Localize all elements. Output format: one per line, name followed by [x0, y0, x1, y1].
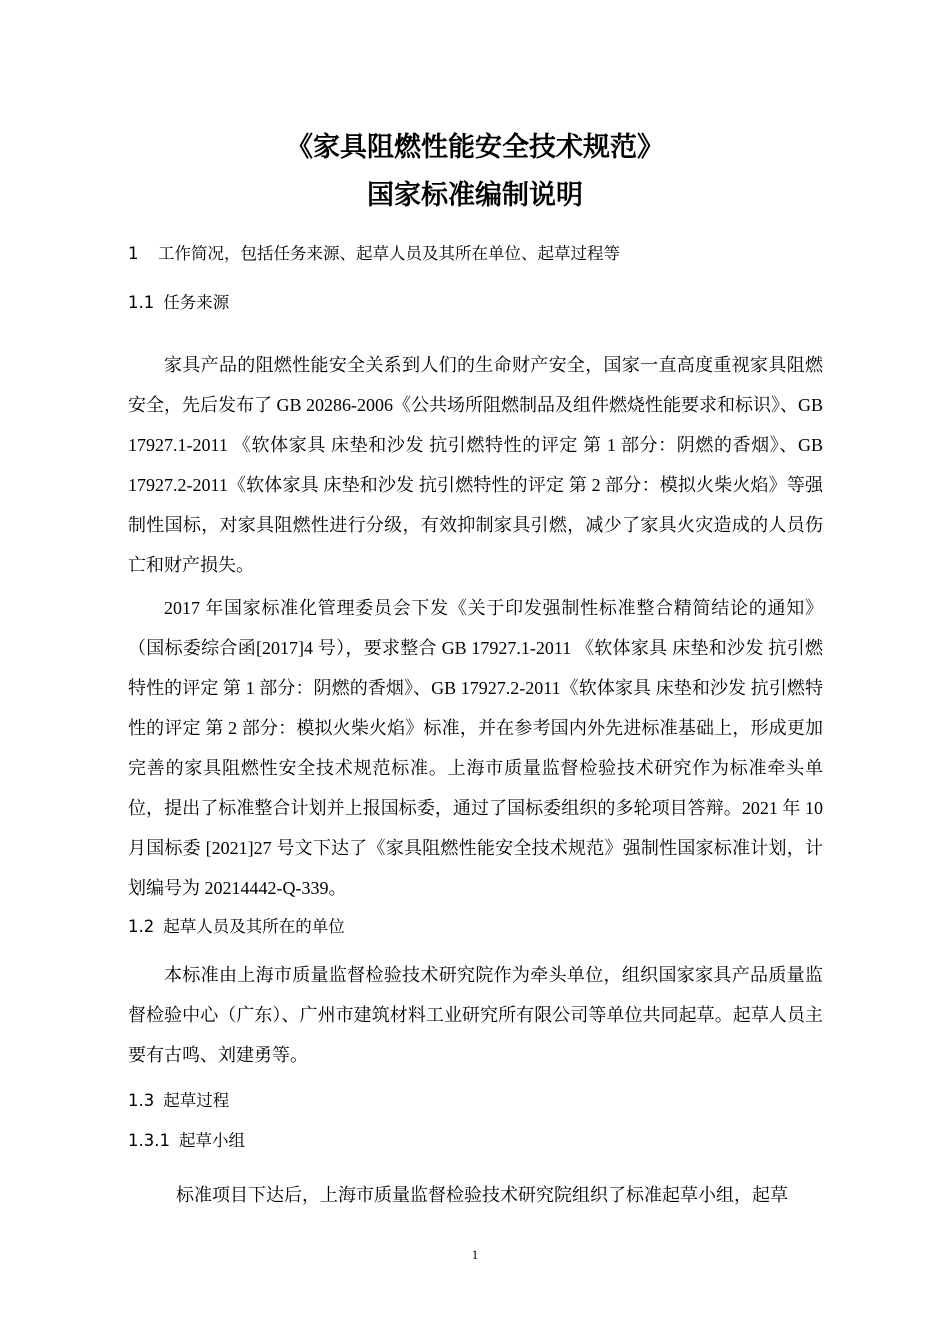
section-1-heading: [128, 242, 620, 266]
section-1-2-heading: [128, 915, 345, 939]
document-title-line2: 国家标准编制说明: [367, 180, 583, 211]
paragraph-task-source-1: 家具产品的阻燃性能安全关系到人们的生命财产安全，国家一直高度重视家具阻燃安全，先后发布了 GB 20286-2006《公共场所阻燃制品及组件燃烧性能要求和标识》、GB 17927.1-2011 《软体家具 床垫和沙发 抗引燃特性的评定 第 1 部分：阴燃的香烟》、GB 17927.2-2011《软体家具 床垫和沙发 抗引燃特性的评定 第 2 部分：模拟火柴火焰》等强制性国标，对家具阻燃性进行分级，有效抑制家具引燃，减少了家具火灾造成的人员伤亡和财产损失。: [128, 355, 824, 575]
section-1-1-number: 1.1: [128, 293, 155, 312]
section-1-3-heading: [128, 1089, 229, 1113]
section-1-1-title: 任务来源: [163, 293, 230, 312]
section-1-3-number: 1.3: [128, 1091, 155, 1110]
section-1-3-1-heading: [128, 1129, 245, 1153]
paragraph-drafters: 本标准由上海市质量监督检验技术研究院作为牵头单位，组织国家家具产品质量监督检验中心（广东）、广州市建筑材料工业研究所有限公司等单位共同起草。起草人员主要有古鸣、刘建勇等。: [128, 965, 823, 1065]
page-number: 1: [471, 1247, 479, 1262]
section-1-1-heading: [128, 291, 229, 315]
paragraph-task-source-2: 2017 年国家标准化管理委员会下发《关于印发强制性标准整合精简结论的通知》（国标委综合函[2017]4 号），要求整合 GB 17927.1-2011 《软体家具 床垫和沙发 抗引燃特性的评定 第 1 部分：阴燃的香烟》、GB 17927.2-2011《软体家具 床垫和沙发 抗引燃特性的评定 第 2 部分：模拟火柴火焰》标准，并在参考国内外先进标准基础上，形成更加完善的家具阻燃性安全技术规范标准。上海市质量监督检验技术研究作为标准牵头单位，提出了标准整合计划并上报国标委，通过了国标委组织的多轮项目答辩。2021 年 10 月国标委 [2021]27 号文下达了《家具阻燃性能安全技术规范》强制性国家标准计划，计划编号为 20214442-Q-339。: [128, 598, 823, 898]
section-1-3-1-number: 1.3.1: [128, 1131, 170, 1150]
section-1-3-1-title: 起草小组: [178, 1131, 245, 1150]
section-1-2-number: 1.2: [128, 917, 155, 936]
section-1-title: 工作简况，包括任务来源、起草人员及其所在单位、起草过程等: [158, 244, 620, 263]
paragraph-drafting-group-first-line: 标准项目下达后，上海市质量监督检验技术研究院组织了标准起草小组，起草: [176, 1185, 788, 1205]
document-title-line1: 《家具阻燃性能安全技术规范》: [286, 132, 664, 163]
section-1-2-title: 起草人员及其所在的单位: [163, 917, 345, 936]
section-1-3-title: 起草过程: [163, 1091, 230, 1110]
section-1-number: 1: [128, 244, 139, 263]
